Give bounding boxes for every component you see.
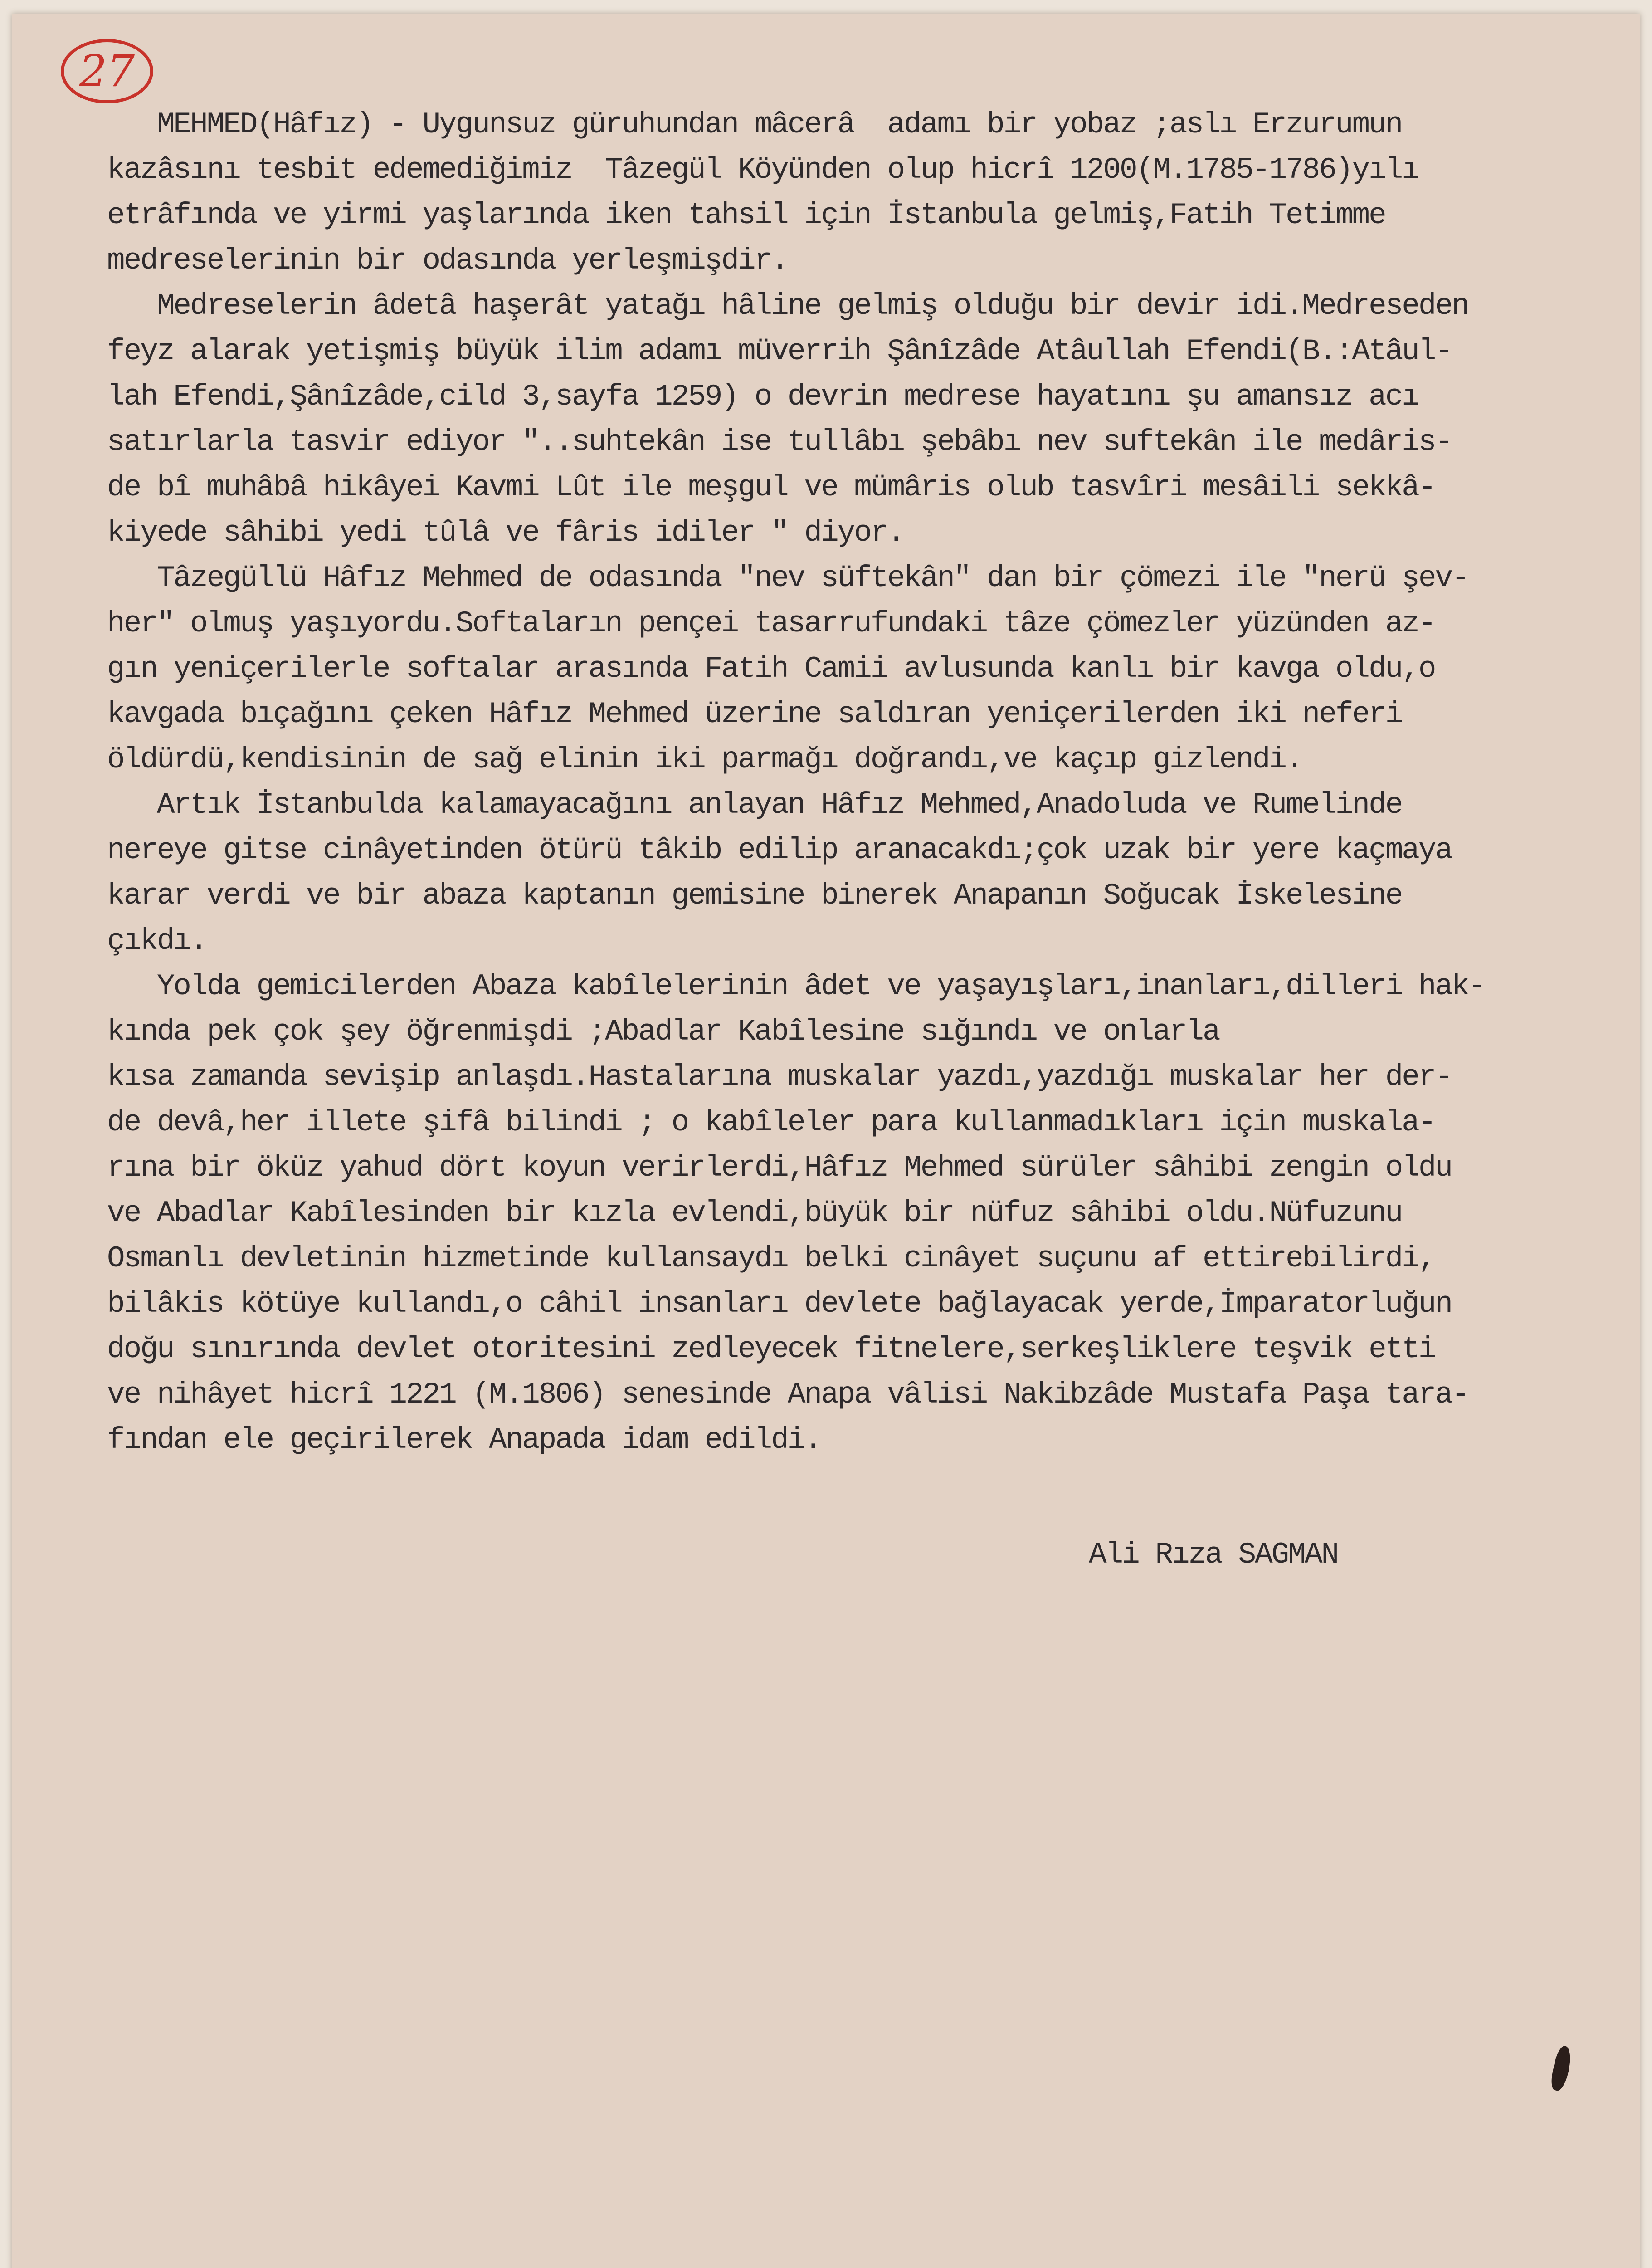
text-line: bilâkis kötüye kullandı,o câhil insanları devlete bağlayacak yerde,İmparatorluğun: [107, 1287, 1452, 1321]
page-number-stamp: 27: [61, 39, 153, 103]
text-line: ve Abadlar Kabîlesinden bir kızla evlendi,büyük bir nüfuz sâhibi oldu.Nüfuzunu: [107, 1196, 1402, 1230]
text-line: kısa zamanda sevişip anlaşdı.Hastalarına muskalar yazdı,yazdığı muskalar her der-: [107, 1060, 1452, 1094]
paragraph: [107, 556, 1622, 782]
text-line: karar verdi ve bir abaza kaptanın gemisine binerek Anapanın Soğucak İskelesine: [107, 879, 1402, 913]
text-line: kında pek çok şey öğrenmişdi ;Abadlar Kabîlesine sığındı ve onlarla: [107, 1015, 1219, 1049]
text-line: de devâ,her illete şifâ bilindi ; o kabîleler para kullanmadıkları için muskala-: [107, 1105, 1435, 1139]
text-line: kazâsını tesbit edemediğimiz Tâzegül Köyünden olup hicrî 1200(M.1785-1786)yılı: [107, 153, 1418, 187]
text-line: Medreselerin âdetâ haşerât yatağı hâline gelmiş olduğu bir devir idi.Medreseden: [107, 289, 1468, 323]
text-line: MEHMED(Hâfız) - Uygunsuz güruhundan mâcerâ adamı bir yobaz ;aslı Erzurumun: [107, 108, 1402, 142]
text-line: de bî muhâbâ hikâyei Kavmi Lût ile meşgul ve mümâris olub tasvîri mesâili sekkâ-: [107, 470, 1435, 504]
text-line: kavgada bıçağını çeken Hâfız Mehmed üzerine saldıran yeniçerilerden iki neferi: [107, 697, 1402, 731]
paragraph: [107, 102, 1622, 284]
text-line: rına bir öküz yahud dört koyun verirlerdi,Hâfız Mehmed sürüler sâhibi zengin oldu: [107, 1151, 1452, 1185]
author-signature: Ali Rıza SAGMAN: [1089, 1538, 1338, 1572]
article-body: [107, 102, 1622, 1463]
text-line: Osmanlı devletinin hizmetinde kullansaydı belki cinâyet suçunu af ettirebilirdi,: [107, 1242, 1435, 1276]
text-line: çıkdı.: [107, 924, 207, 958]
text-line: Artık İstanbulda kalamayacağını anlayan Hâfız Mehmed,Anadoluda ve Rumelinde: [107, 788, 1402, 822]
text-line: nereye gitse cinâyetinden ötürü tâkib edilip aranacakdı;çok uzak bir yere kaçmaya: [107, 833, 1452, 867]
paragraph: [107, 964, 1622, 1463]
text-line: ve nihâyet hicrî 1221 (M.1806) senesinde Anapa vâlisi Nakibzâde Mustafa Paşa tara-: [107, 1378, 1468, 1412]
text-line: Yolda gemicilerden Abaza kabîlelerinin âdet ve yaşayışları,inanları,dilleri hak-: [107, 969, 1485, 1003]
text-line: lah Efendi,Şânîzâde,cild 3,sayfa 1259) o devrin medrese hayatını şu amansız acı: [107, 380, 1418, 414]
text-line: gın yeniçerilerle softalar arasında Fatih Camii avlusunda kanlı bir kavga oldu,o: [107, 652, 1435, 686]
paragraph: [107, 284, 1622, 556]
text-line: kiyede sâhibi yedi tûlâ ve fâris idiler " diyor.: [107, 516, 904, 550]
text-line: Tâzegüllü Hâfız Mehmed de odasında "nev süftekân" dan bir çömezi ile "nerü şev-: [107, 561, 1468, 595]
text-line: etrâfında ve yirmi yaşlarında iken tahsil için İstanbula gelmiş,Fatih Tetimme: [107, 198, 1385, 232]
ink-blot: [1549, 2045, 1574, 2092]
document-page: [12, 14, 1640, 2268]
text-line: fından ele geçirilerek Anapada idam edildi.: [107, 1423, 821, 1457]
text-line: medreselerinin bir odasında yerleşmişdir.: [107, 244, 788, 278]
text-line: feyz alarak yetişmiş büyük ilim adamı müverrih Şânîzâde Atâullah Efendi(B.:Atâul-: [107, 334, 1452, 368]
text-line: doğu sınırında devlet otoritesini zedleyecek fitnelere,serkeşliklere teşvik etti: [107, 1332, 1435, 1366]
text-line: satırlarla tasvir ediyor "..suhtekân ise tullâbı şebâbı nev suftekân ile medâris-: [107, 425, 1452, 459]
text-line: her" olmuş yaşıyordu.Softaların pençei tasarrufundaki tâze çömezler yüzünden az-: [107, 606, 1435, 640]
paragraph: [107, 782, 1622, 964]
text-line: öldürdü,kendisinin de sağ elinin iki parmağı doğrandı,ve kaçıp gizlendi.: [107, 743, 1302, 777]
